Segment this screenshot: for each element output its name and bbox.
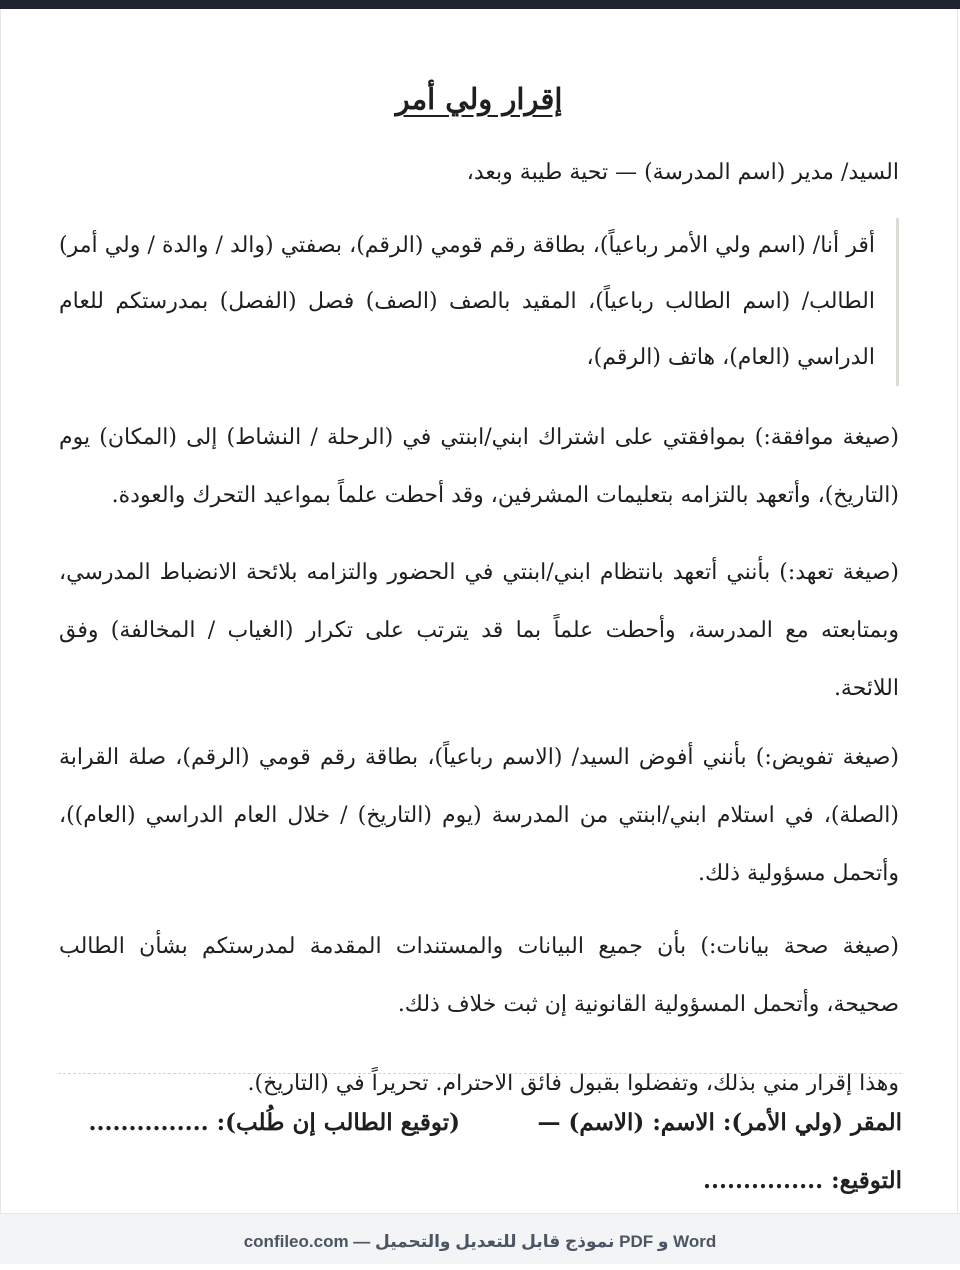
clause-pledge: (صيغة تعهد:) بأنني أتعهد بانتظام ابني/ابنتي في الحضور والتزامه بلائحة الانضباط المدرسي، وبمتابعته مع المدرسة، وأحطت علماً بما قد يترتب على تكرار (الغياب / المخالفة) وفق اللائحة. bbox=[59, 560, 899, 701]
parent-signature-label: المقر (ولي الأمر): الاسم: (الاسم) — bbox=[537, 1109, 902, 1136]
document-sheet bbox=[0, 9, 958, 1213]
student-signature-label: (توقيع الطالب إن طُلب): ............... bbox=[88, 1109, 460, 1136]
clause-consent: (صيغة موافقة:) بموافقتي على اشتراك ابني/ابنتي في (الرحلة / النشاط) إلى (المكان) يوم (التاريخ)، وأتعهد بالتزامه بتعليمات المشرفين، وقد أحطت علماً بمواعيد التحرك والعودة. bbox=[59, 425, 899, 508]
signature-line: التوقيع: ............... bbox=[702, 1167, 902, 1194]
greeting-line: السيد/ مدير (اسم المدرسة) — تحية طيبة وبعد، bbox=[466, 160, 899, 185]
footer-banner bbox=[0, 1213, 960, 1264]
closing-line: وهذا إقرار مني بذلك، وتفضلوا بقبول فائق الاحترام. تحريراً في (التاريخ). bbox=[247, 1071, 899, 1096]
clause-authorization: (صيغة تفويض:) بأنني أفوض السيد/ (الاسم رباعياً)، بطاقة رقم قومي (الرقم)، صلة القرابة (الصلة)، في استلام ابني/ابنتي من المدرسة (يوم (التاريخ) / خلال العام الدراسي (العام))، وأتحمل مسؤولية ذلك. bbox=[59, 745, 899, 886]
document-body bbox=[59, 9, 899, 1104]
declaration-block: أقر أنا/ (اسم ولي الأمر رباعياً)، بطاقة رقم قومي (الرقم)، بصفتي (والد / والدة / ولي أمر) الطالب/ (اسم الطالب رباعياً)، المقيد بالصف (الصف) فصل (الفصل) بمدرستكم للعام الدراسي (العام)، هاتف (الرقم)، bbox=[59, 218, 899, 386]
clause-data-accuracy: (صيغة صحة بيانات:) بأن جميع البيانات والمستندات المقدمة لمدرستكم بشأن الطالب صحيحة، وأتحمل المسؤولية القانونية إن ثبت خلاف ذلك. bbox=[59, 934, 899, 1017]
signature-divider bbox=[58, 1073, 902, 1074]
footer-text[interactable]: confileo.com — نموذج قابل للتعديل والتحميل PDF و Word bbox=[243, 1232, 717, 1251]
document-title: إقرار ولي أمر bbox=[395, 82, 563, 116]
divider-right bbox=[499, 1073, 902, 1074]
top-accent-bar bbox=[0, 0, 960, 9]
divider-left bbox=[58, 1073, 461, 1074]
